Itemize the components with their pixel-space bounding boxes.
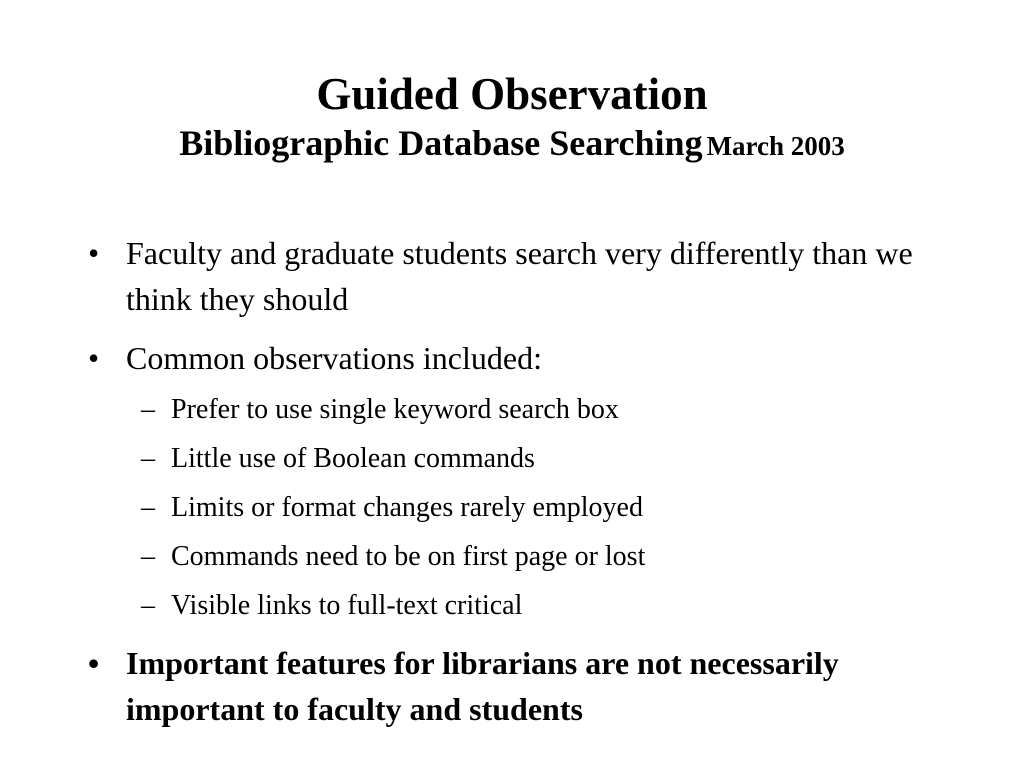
sub-bullet-text: Little use of Boolean commands	[171, 443, 535, 474]
sub-bullet-item	[141, 490, 981, 526]
slide-subtitle: Bibliographic Database Searching	[179, 123, 703, 163]
bullet-text: Common observations included:	[126, 340, 542, 376]
bullet-item	[88, 335, 968, 381]
sub-bullet-item	[141, 588, 981, 624]
sub-bullet-text: Prefer to use single keyword search box	[171, 394, 619, 425]
sub-bullet-marker: –	[141, 443, 155, 474]
sub-bullet-text: Limits or format changes rarely employed	[171, 492, 643, 523]
sub-bullet-marker: –	[141, 590, 155, 621]
sub-bullet-text: Commands need to be on first page or lost	[171, 541, 646, 572]
sub-bullet-marker: –	[141, 492, 155, 523]
slide-date: March 2003	[706, 131, 845, 161]
bullet-marker: •	[88, 645, 100, 681]
bullet-marker: •	[88, 235, 100, 271]
sub-bullet-text: Visible links to full-text critical	[171, 590, 523, 621]
title-block	[0, 68, 1024, 174]
sub-bullet-item	[141, 441, 981, 477]
sub-bullet-item	[141, 539, 981, 575]
sub-bullet-marker: –	[141, 394, 155, 425]
bullet-marker: •	[88, 340, 100, 376]
bullet-text: Important features for librarians are not necessarily important to faculty and students	[126, 645, 839, 727]
slide-title: Guided Observation	[316, 69, 708, 119]
slide-subtitle-line	[0, 120, 1024, 174]
sub-bullet-marker: –	[141, 541, 155, 572]
bullet-item	[88, 230, 968, 322]
bullet-text: Faculty and graduate students search very differently than we think they should	[126, 235, 913, 317]
bullet-item	[88, 640, 968, 732]
sub-bullet-item	[141, 392, 981, 428]
